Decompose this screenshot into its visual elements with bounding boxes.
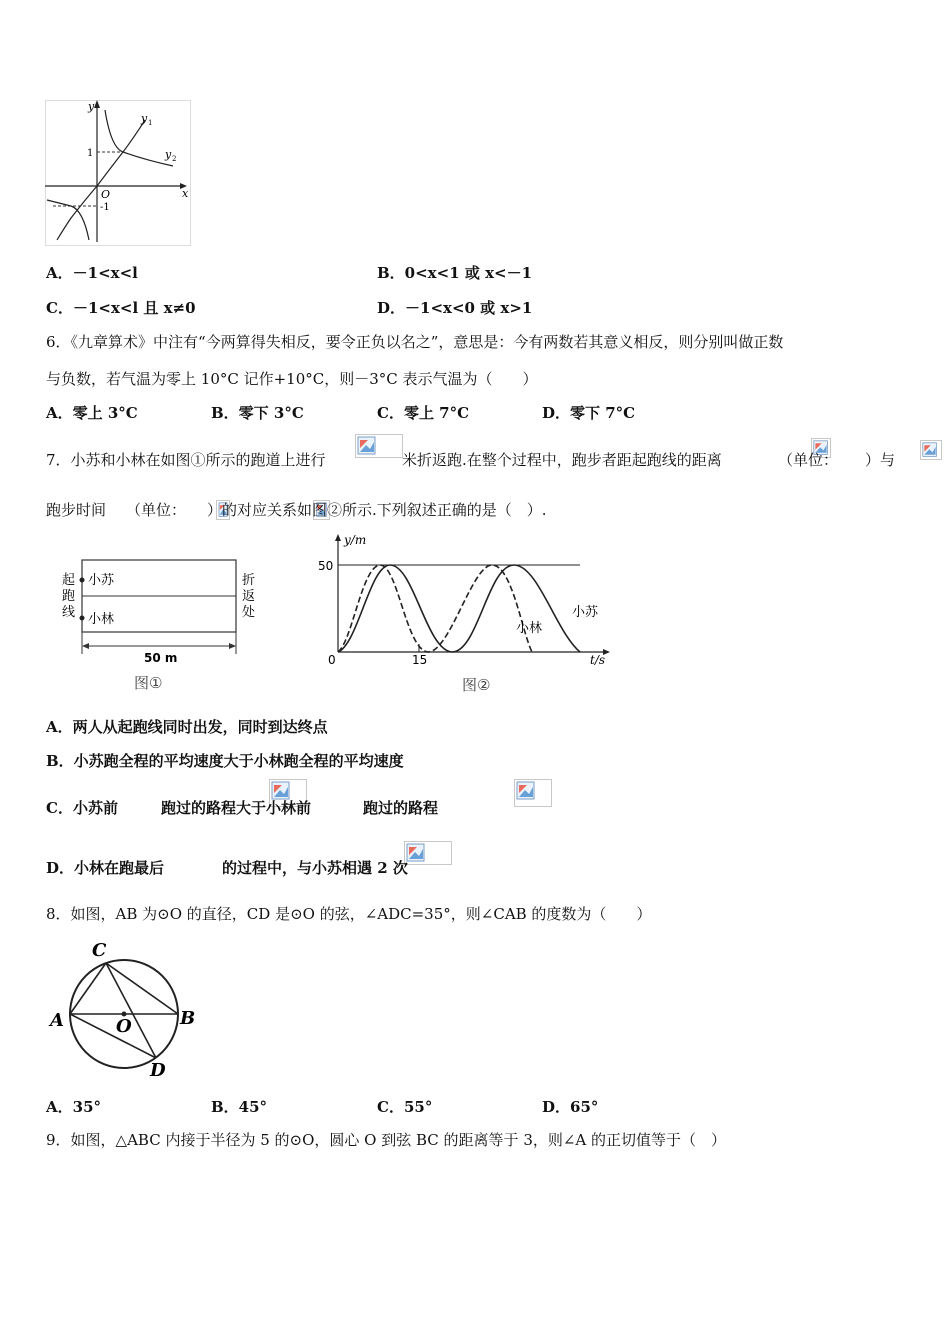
q7-option-c-part2[interactable]: 跑过的路程大于小林前 [161, 799, 312, 817]
start-line-label-3: 线 [62, 605, 76, 620]
q5-option-a[interactable]: A．－1<x<l [46, 264, 138, 282]
q6-option-a[interactable]: A．零上 3°C [46, 404, 138, 422]
q7-option-d-part1[interactable]: D．小林在跑最后 [46, 859, 165, 877]
q7-stem-line2-a: 跑步时间 [46, 501, 107, 519]
broken-image-icon [514, 779, 552, 807]
graph-origin: 0 [328, 653, 336, 667]
graph-y-label: y/m [344, 533, 367, 547]
q7-option-c-part1[interactable]: C．小苏前 [46, 799, 118, 817]
q5-x-label: x [182, 187, 189, 200]
q5-y1-label: y [141, 112, 148, 125]
label-d: D [150, 1060, 166, 1081]
q5-option-d[interactable]: D．－1<x<0 或 x>1 [377, 299, 533, 317]
q5-option-c[interactable]: C．－1<x<l 且 x≠0 [46, 299, 196, 317]
curve-y1-right [97, 120, 145, 186]
q5-y-label: y [88, 100, 95, 113]
graph-y-tick-50: 50 [318, 559, 334, 573]
curve-y2-right [105, 110, 173, 166]
broken-image-icon [355, 434, 403, 458]
broken-image-icon [920, 440, 942, 460]
q8-circle-svg [44, 936, 204, 1082]
q5-graph-svg [45, 100, 191, 246]
track-runner-su: 小苏 [88, 573, 115, 588]
q7-graph-figure [318, 532, 614, 702]
graph-x-tick-15: 15 [412, 653, 428, 667]
q7-track-svg [58, 548, 278, 698]
q6-option-c[interactable]: C．零上 7°C [377, 404, 470, 422]
q7-option-b[interactable]: B．小苏跑全程的平均速度大于小林跑全程的平均速度 [46, 752, 404, 770]
q7-track-figure [58, 548, 278, 698]
q5-origin-label: O [101, 188, 111, 201]
q5-y2-label: y [165, 148, 172, 161]
series-su-solid [338, 565, 580, 652]
q6-stem-line1: 6．《九章算术》中注有“今两算得失相反，要令正负以名之”，意思是：今有两数若其意义相反，则分别叫做正数 [46, 333, 784, 351]
runner-dot-su [80, 578, 85, 583]
q7-graph-svg [318, 532, 614, 702]
q9-stem: 9．如图，△ABC 内接于半径为 5 的⊙O，圆心 O 到弦 BC 的距离等于 3，则∠A 的正切值等于（ ） [46, 1131, 727, 1149]
q8-option-c[interactable]: C．55° [377, 1098, 433, 1116]
q8-option-d[interactable]: D．65° [542, 1098, 599, 1116]
chord-cb [106, 963, 178, 1014]
q5-option-b[interactable]: B．0<x<1 或 x<－1 [377, 264, 533, 282]
fig2-caption: 图② [462, 676, 491, 694]
label-c: C [92, 940, 107, 961]
q8-option-a[interactable]: A．35° [46, 1098, 102, 1116]
curve-y1-left [57, 186, 97, 240]
chord-ad [70, 1014, 156, 1058]
q8-option-b[interactable]: B．45° [211, 1098, 268, 1116]
turn-label-2: 返 [242, 589, 256, 604]
q5-y1-sub: 1 [148, 119, 153, 127]
track-runner-lin: 小林 [88, 612, 115, 627]
q6-stem-line2: 与负数，若气温为零上 10°C 记作+10°C，则－3°C 表示气温为（ ） [46, 370, 538, 388]
q7-stem-line1-d: ）与 [865, 451, 896, 469]
q7-option-c-part3[interactable]: 跑过的路程 [363, 799, 439, 817]
q7-option-a[interactable]: A．两人从起跑线同时出发，同时到达终点 [46, 718, 328, 736]
chord-cd [106, 963, 156, 1058]
label-b: B [180, 1008, 196, 1029]
q8-circle-figure [44, 936, 204, 1082]
graph-series-su-label: 小苏 [572, 605, 599, 620]
q7-stem-line1-a: 7．小苏和小林在如图①所示的跑道上进行 [46, 451, 326, 469]
q7-stem-line2-b: （单位： [126, 501, 187, 519]
label-o: O [116, 1016, 132, 1037]
q7-option-d-part2[interactable]: 的过程中，与小苏相遇 2 次 [222, 859, 408, 877]
graph-t-label: t/s [590, 653, 606, 667]
q5-tick-neg1: -1 [100, 202, 110, 213]
turn-label-3: 处 [242, 605, 256, 620]
start-line-label-1: 起 [62, 573, 76, 588]
broken-image-icon [404, 841, 452, 865]
q7-stem-line1-b: 米折返跑.在整个过程中，跑步者距起跑线的距离 [402, 451, 722, 469]
graph-series-lin-label: 小林 [516, 621, 543, 636]
q6-option-d[interactable]: D．零下 7°C [542, 404, 636, 422]
q6-option-b[interactable]: B．零下 3°C [211, 404, 304, 422]
q5-y2-sub: 2 [172, 155, 177, 163]
runner-dot-lin [80, 616, 85, 621]
start-line-label-2: 跑 [62, 589, 76, 604]
track-length-label: 50 m [144, 651, 178, 665]
turn-label-1: 折 [242, 573, 256, 588]
q8-stem: 8．如图，AB 为⊙O 的直径，CD 是⊙O 的弦，∠ADC=35°，则∠CAB 的度数为（ ） [46, 905, 652, 923]
q5-graph-figure [45, 100, 191, 246]
q7-stem-line1-c: （单位： [778, 451, 839, 469]
label-a: A [50, 1010, 64, 1031]
q5-tick-1: 1 [87, 148, 94, 159]
q7-stem-line2-c: ）的对应关系如图②所示.下列叙述正确的是（ ）. [207, 501, 547, 519]
fig1-caption: 图① [134, 674, 163, 692]
